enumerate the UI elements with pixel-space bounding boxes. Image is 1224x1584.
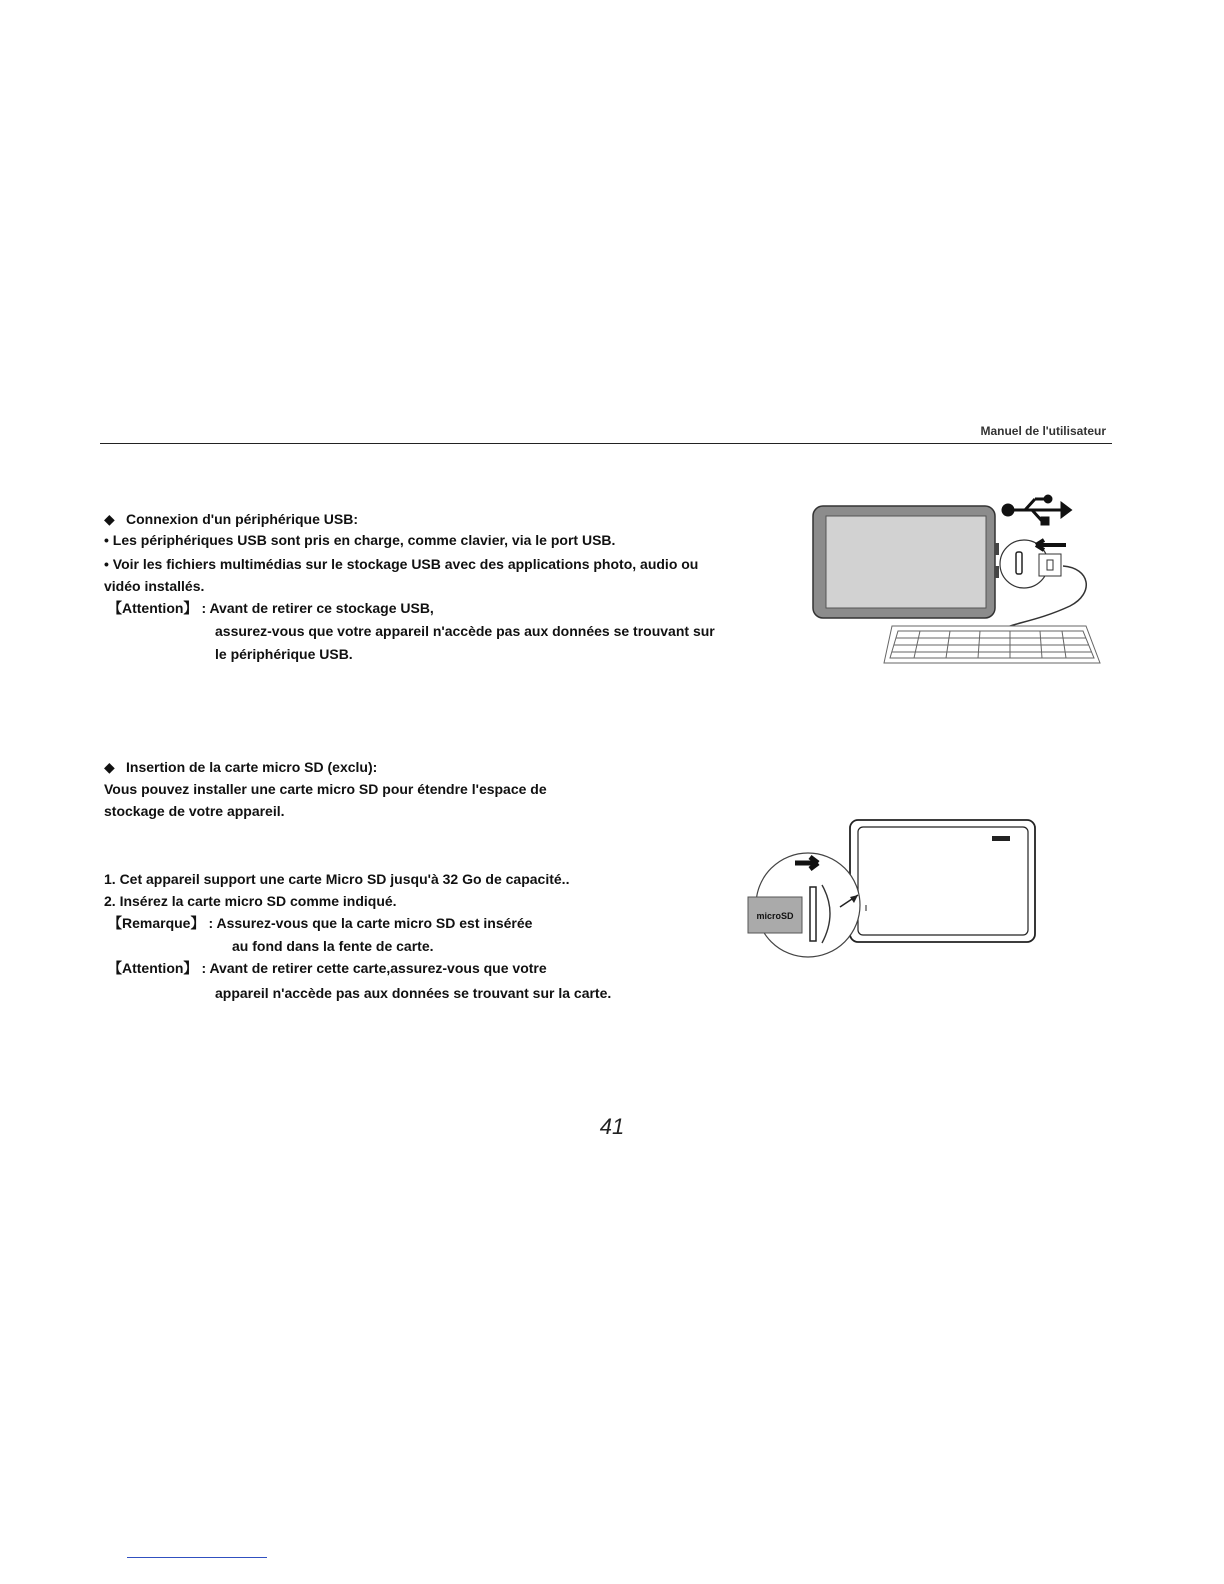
keyboard [884, 626, 1100, 663]
usb-keyboard-illustration [800, 488, 1110, 673]
usb-symbol-icon [1003, 496, 1070, 524]
usb-bullet-2: • Voir les fichiers multimédias sur le stockage USB avec des applications photo, audio ou [104, 556, 699, 572]
attention-label: 【Attention】 [108, 960, 198, 976]
usb-attention-line-2: assurez-vous que votre appareil n'accède pas aux données se trouvant sur [215, 623, 715, 639]
attention-label: 【Attention】 [108, 600, 198, 616]
sd-remark [108, 914, 532, 933]
usb-bullet-1: • Les périphériques USB sont pris en charge, comme clavier, via le port USB. [104, 532, 616, 548]
usb-attention [108, 599, 434, 618]
microsd-label: microSD [756, 911, 794, 921]
sd-intro-line-1: Vous pouvez installer une carte micro SD pour étendre l'espace de [104, 781, 547, 797]
remark-text: : Assurez-vous que la carte micro SD est insérée [208, 915, 533, 931]
usb-heading: ◆ Connexion d'un périphérique USB: [104, 511, 358, 527]
diamond-bullet-icon: ◆ [104, 759, 115, 775]
sd-step-2: 2. Insérez la carte micro SD comme indiqué. [104, 893, 397, 909]
diamond-bullet-icon: ◆ [104, 511, 115, 527]
tablet-screen [826, 516, 986, 608]
header-rule [100, 443, 1112, 444]
sd-intro-line-2: stockage de votre appareil. [104, 803, 285, 819]
page-number: 41 [599, 1114, 625, 1139]
microsd-illustration [740, 815, 1040, 965]
sd-step-1: 1. Cet appareil support une carte Micro SD jusqu'à 32 Go de capacité.. [104, 871, 570, 887]
sd-attention [108, 959, 547, 978]
sd-heading: ◆ Insertion de la carte micro SD (exclu): [104, 759, 378, 775]
footer-link-underline [127, 1557, 267, 1558]
attention-text: : Avant de retirer ce stockage USB, [201, 600, 434, 616]
sd-attention-line-2: appareil n'accède pas aux données se trouvant sur la carte. [215, 985, 612, 1001]
attention-text: : Avant de retirer cette carte,assurez-vous que votre [201, 960, 547, 976]
sd-remark-line-2: au fond dans la fente de carte. [232, 938, 434, 954]
page-header-title: Manuel de l'utilisateur [980, 424, 1106, 438]
usb-bullet-2-cont: vidéo installés. [104, 578, 205, 594]
usb-attention-line-3: le périphérique USB. [215, 646, 353, 662]
remark-label: 【Remarque】 [108, 915, 205, 931]
